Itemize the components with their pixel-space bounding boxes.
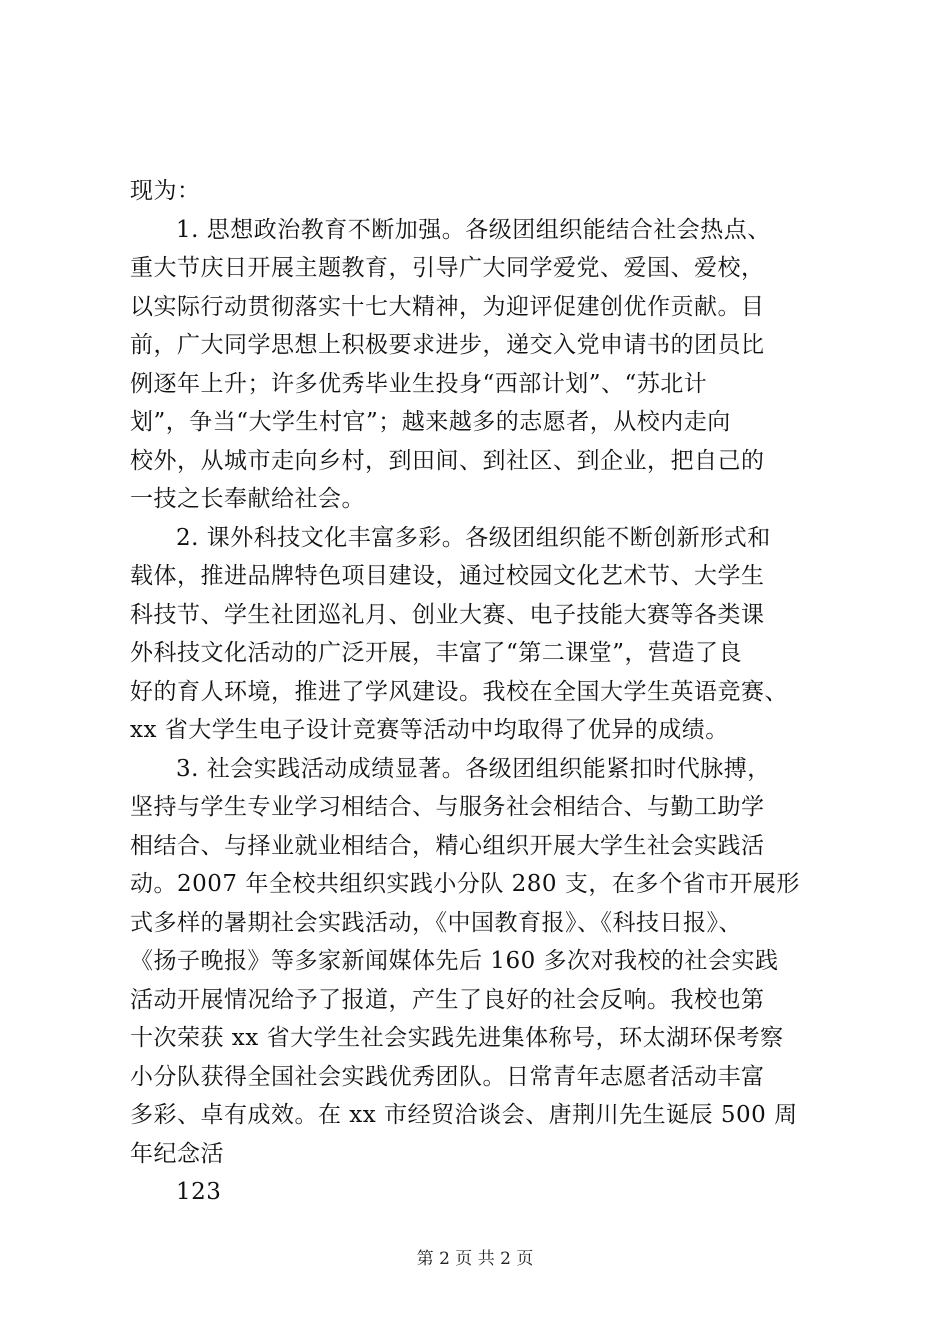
text-line: 校外，从城市走向乡村，到田间、到社区、到企业，把自己的 xyxy=(130,447,765,474)
text-line: 式多样的暑期社会实践活动，《中国教育报》、《科技日报》、 xyxy=(130,909,742,936)
text-line: 坚持与学生专业学习相结合、与服务社会相结合、与勤工助学 xyxy=(130,794,765,820)
text-line: 活动开展情况给予了报道，产生了良好的社会反响。我校也第 xyxy=(130,986,765,1013)
text-line: 年纪念活 xyxy=(130,1140,224,1167)
page-number-text: 123 xyxy=(176,1179,222,1205)
text-line: 载体，推进品牌特色项目建设，通过校园文化艺术节、大学生 xyxy=(130,563,765,589)
text-line: 划”，争当“大学生村官”；越来越多的志愿者，从校内走向 xyxy=(130,409,731,435)
text-line: 《扬子晚报》等多家新闻媒体先后 160 多次对我校的社会实践 xyxy=(130,948,779,974)
document-body xyxy=(130,172,842,1212)
text-line: xx 省大学生电子设计竞赛等活动中均取得了优异的成绩。 xyxy=(130,717,729,743)
page-footer: 第 2 页 共 2 页 xyxy=(416,1249,534,1269)
text-line: 好的育人环境，推进了学风建设。我校在全国大学生英语竞赛、 xyxy=(130,678,788,705)
text-line: 相结合、与择业就业相结合，精心组织开展大学生社会实践活 xyxy=(130,832,765,859)
paragraph-3-start: 3. 社会实践活动成绩显著。各级团组织能紧扣时代脉搏， xyxy=(176,755,771,782)
text-line: 重大节庆日开展主题教育，引导广大同学爱党、爱国、爱校， xyxy=(130,255,765,281)
text-line: 以实际行动贯彻落实十七大精神，为迎评促建创优作贡献。目 xyxy=(130,293,765,320)
paragraph-1-start: 1. 思想政治教育不断加强。各级团组织能结合社会热点、 xyxy=(176,216,771,243)
text-line: 前，广大同学思想上积极要求进步，递交入党申请书的团员比 xyxy=(130,332,765,358)
text-line: 科技节、学生社团巡礼月、创业大赛、电子技能大赛等各类课 xyxy=(130,601,765,628)
text-line: 小分队获得全国社会实践优秀团队。日常青年志愿者活动丰富 xyxy=(130,1063,765,1090)
paragraph-2-start: 2. 课外科技文化丰富多彩。各级团组织能不断创新形式和 xyxy=(176,524,771,551)
text-line: 十次荣获 xx 省大学生社会实践先进集体称号，环太湖环保考察 xyxy=(130,1025,784,1051)
text-line: 多彩、卓有成效。在 xx 市经贸洽谈会、唐荆川先生诞辰 500 周 xyxy=(130,1102,798,1128)
text-line: 现为： xyxy=(130,178,201,204)
text-line: 例逐年上升；许多优秀毕业生投身“西部计划”、“苏北计 xyxy=(130,370,708,397)
text-line: 外科技文化活动的广泛开展，丰富了“第二课堂”，营造了良 xyxy=(130,640,743,666)
text-line: 一技之长奉献给社会。 xyxy=(130,486,365,512)
text-line: 动。2007 年全校共组织实践小分队 280 支，在多个省市开展形 xyxy=(130,871,800,897)
